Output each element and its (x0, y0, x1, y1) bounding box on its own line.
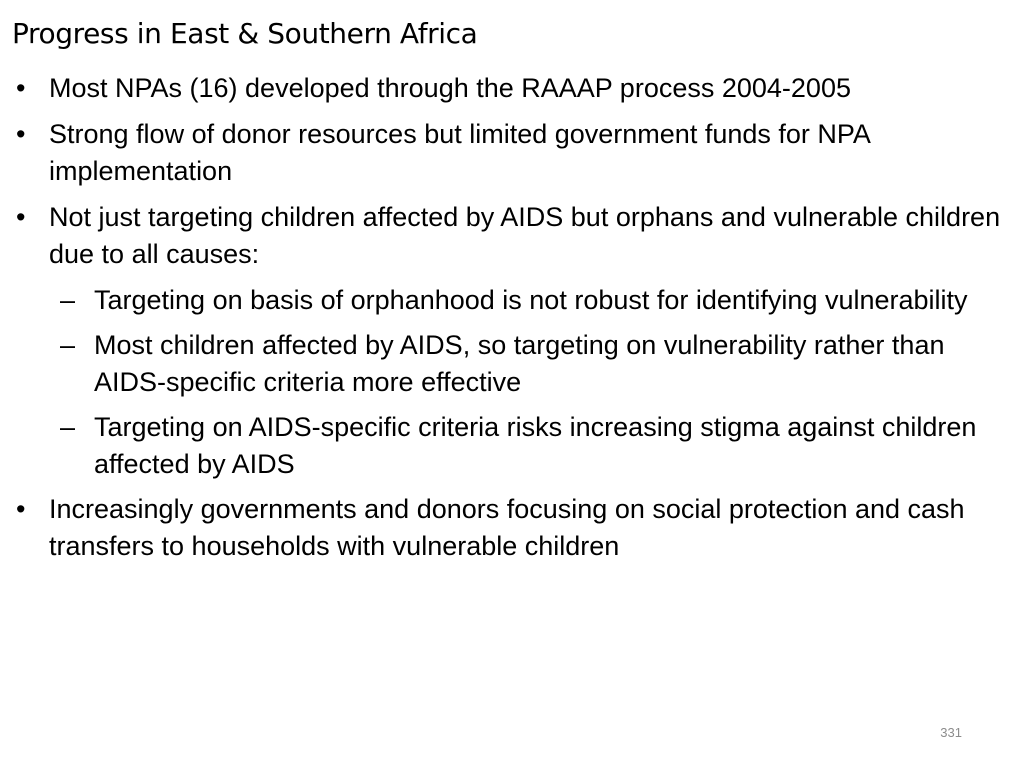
page-number: 331 (940, 725, 962, 740)
slide-title: Progress in East & Southern Africa (12, 17, 478, 50)
sub-bullet-text: Targeting on AIDS-specific criteria risks increasing stigma against children affected by AIDS (94, 412, 977, 479)
bullet-text: Most NPAs (16) developed through the RAAAP process 2004-2005 (49, 73, 851, 103)
bullet-item (16, 116, 1016, 190)
bullet-marker: • (16, 494, 26, 524)
sub-bullet-item (16, 282, 1016, 319)
bullet-item (16, 199, 1016, 273)
bullet-text: Increasingly governments and donors focusing on social protection and cash transfers to households with vulnerable children (49, 494, 965, 561)
bullet-text: Not just targeting children affected by AIDS but orphans and vulnerable children due to all causes: (49, 202, 1001, 269)
sub-bullet-text: Targeting on basis of orphanhood is not robust for identifying vulnerability (94, 285, 968, 315)
sub-bullet-marker: – (60, 412, 76, 442)
sub-bullet-marker: – (60, 330, 76, 360)
bullet-list (16, 70, 1016, 574)
bullet-item (16, 70, 1016, 107)
sub-bullet-item (16, 327, 1016, 401)
bullet-marker: • (16, 119, 26, 149)
bullet-marker: • (16, 202, 26, 232)
sub-bullet-marker: – (60, 285, 76, 315)
bullet-text: Strong flow of donor resources but limited government funds for NPA implementation (49, 119, 870, 186)
sub-bullet-item (16, 409, 1016, 483)
sub-bullet-text: Most children affected by AIDS, so targeting on vulnerability rather than AIDS-specific criteria more effective (94, 330, 945, 397)
bullet-marker: • (16, 73, 26, 103)
bullet-item (16, 491, 1016, 565)
